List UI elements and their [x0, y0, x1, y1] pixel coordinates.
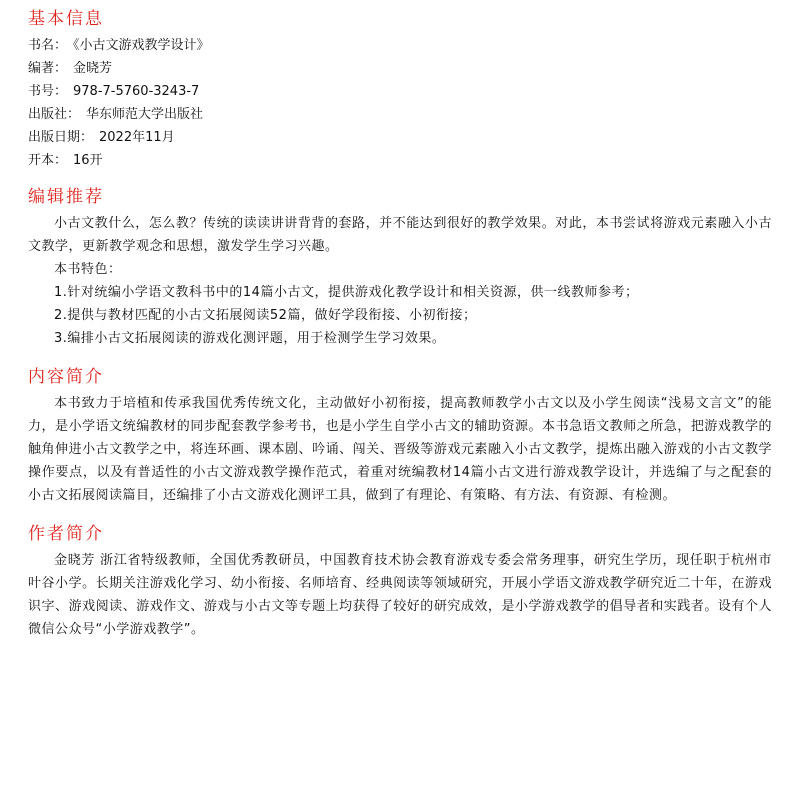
info-value: 华东师范大学出版社 — [86, 107, 204, 122]
basic-info-section — [28, 8, 772, 172]
info-label: 编著： — [28, 61, 68, 76]
author-intro-paragraph: 金晓芳 浙江省特级教师，全国优秀教研员，中国教育技术协会教育游戏专委会常务理事，研究生学历，现任职于杭州市叶谷小学。长期关注游戏化学习、幼小衔接、名师培育、经典阅读等领域研究，开展小学语文游戏教学研究近二十年，在游戏识字、游戏阅读、游戏作文、游戏与小古文等专题上均获得了较好的研究成效，是小学游戏教学的倡导者和实践者。设有个人微信公众号“小学游戏教学”。 — [28, 553, 772, 637]
info-value: 978-7-5760-3243-7 — [73, 84, 200, 99]
info-value: 2022年11月 — [99, 130, 175, 145]
info-label: 出版日期： — [28, 130, 94, 145]
info-label: 出版社： — [28, 107, 81, 122]
editor-recommend-heading: 编辑推荐 — [28, 187, 104, 207]
info-value: 16开 — [73, 153, 103, 168]
content-intro-paragraph: 本书致力于培植和传承我国优秀传统文化，主动做好小初衔接，提高教师教学小古文以及小学生阅读“浅易文言文”的能力，是小学语文统编教材的同步配套教学参考书，也是小学生自学小古文的辅助资源。本书急语文教师之所急，把游戏教学的触角伸进小古文教学之中，将连环画、课本剧、吟诵、闯关、晋级等游戏元素融入小古文教学，提炼出融入游戏的小古文教学操作要点，以及有普适性的小古文游戏教学操作范式，着重对统编教材14篇小古文进行游戏教学设计，并选编了与之配套的小古文拓展阅读篇目，还编排了小古文游戏化测评工具，做到了有理论、有策略、有方法、有资源、有检测。 — [28, 396, 772, 503]
recommend-features-label: 本书特色： — [54, 262, 122, 277]
editor-recommend-section — [28, 186, 772, 350]
author-intro-section — [28, 523, 772, 641]
recommend-paragraph: 小古文教什么，怎么教？传统的读读讲讲背背的套路，并不能达到很好的教学效果。对此，本书尝试将游戏元素融入小古文教学，更新教学观念和思想，激发学生学习兴趣。 — [28, 216, 772, 254]
author-intro-heading: 作者简介 — [28, 524, 104, 544]
content-intro-heading: 内容简介 — [28, 367, 104, 387]
recommend-feature-item: 2.提供与教材匹配的小古文拓展阅读52篇，做好学段衔接、小初衔接； — [54, 308, 477, 323]
recommend-feature-item: 3.编排小古文拓展阅读的游戏化测评题，用于检测学生学习效果。 — [54, 331, 446, 346]
info-format — [28, 149, 772, 172]
basic-info-heading: 基本信息 — [28, 9, 104, 29]
info-value: 《小古文游戏教学设计》 — [73, 38, 210, 53]
recommend-feature-item: 1.针对统编小学语文教科书中的14篇小古文，提供游戏化教学设计和相关资源，供一线教师参考； — [54, 285, 639, 300]
content-intro-section — [28, 366, 772, 507]
info-value: 金晓芳 — [73, 61, 113, 76]
info-author — [28, 57, 772, 80]
info-book-title — [28, 34, 772, 57]
spacer — [28, 350, 772, 366]
spacer — [28, 507, 772, 523]
info-isbn — [28, 80, 772, 103]
info-label: 开本： — [28, 153, 68, 168]
info-label: 书名： — [28, 38, 68, 53]
info-label: 书号： — [28, 84, 68, 99]
info-publish-date — [28, 126, 772, 149]
info-publisher — [28, 103, 772, 126]
spacer — [28, 172, 772, 186]
